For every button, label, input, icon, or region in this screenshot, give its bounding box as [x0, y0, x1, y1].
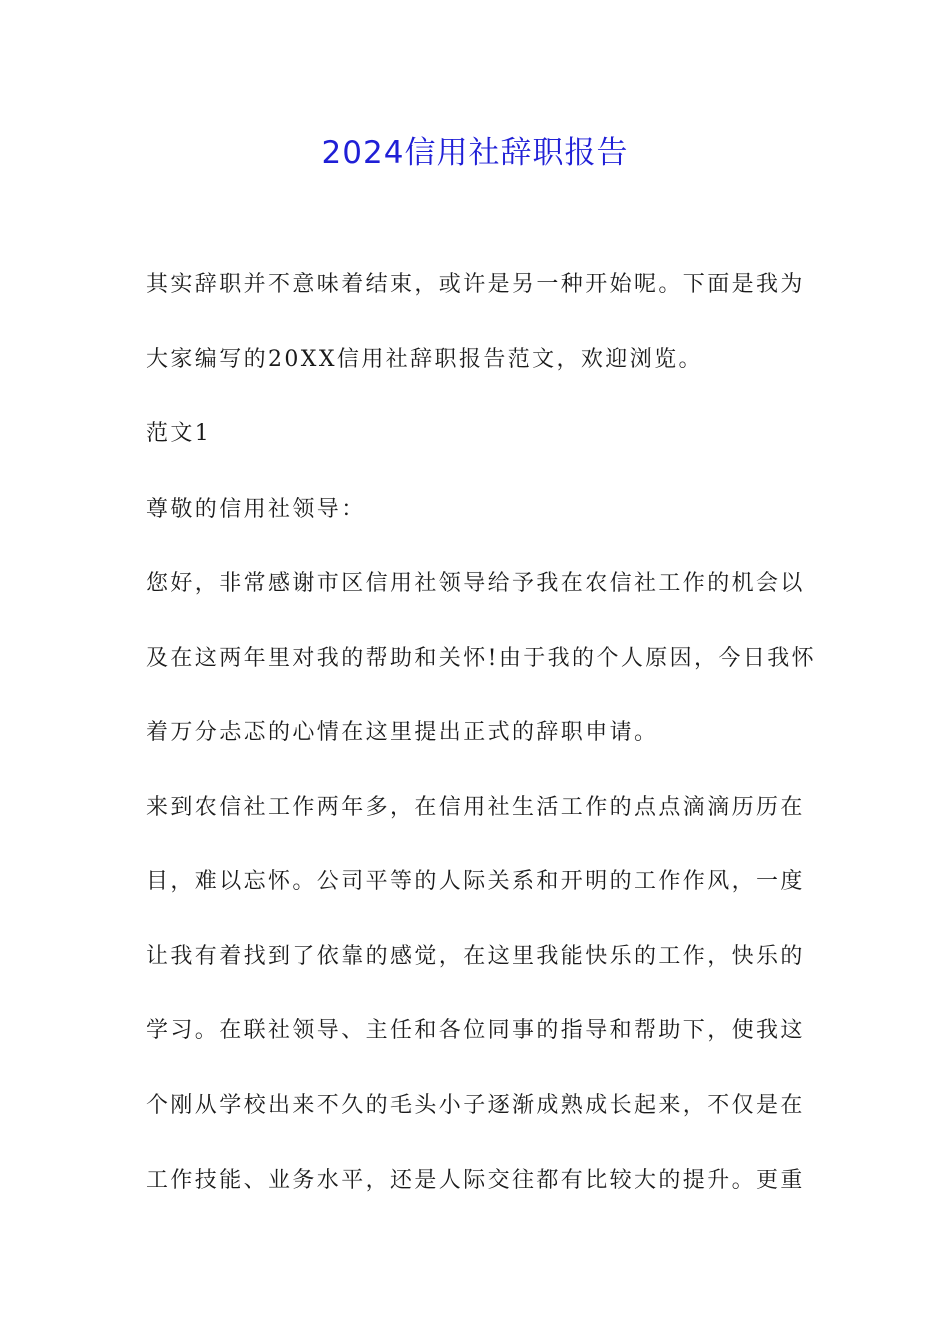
body-line: 目，难以忘怀。公司平等的人际关系和开明的工作作风，一度	[146, 869, 805, 894]
body-line: 着万分忐忑的心情在这里提出正式的辞职申请。	[146, 720, 659, 745]
body-line: 其实辞职并不意味着结束，或许是另一种开始呢。下面是我为	[146, 272, 805, 297]
salutation: 尊敬的信用社领导：	[146, 497, 366, 522]
document-title: 2024信用社辞职报告	[321, 135, 629, 171]
body-line: 个刚从学校出来不久的毛头小子逐渐成熟成长起来，不仅是在	[146, 1093, 805, 1118]
body-line: 来到农信社工作两年多，在信用社生活工作的点点滴滴历历在	[146, 795, 805, 820]
body-line: 范文1	[146, 421, 212, 446]
body-line: 学习。在联社领导、主任和各位同事的指导和帮助下，使我这	[146, 1018, 805, 1043]
body-line: 及在这两年里对我的帮助和关怀!由于我的个人原因，今日我怀	[146, 646, 817, 671]
body-line: 让我有着找到了依靠的感觉，在这里我能快乐的工作，快乐的	[146, 944, 805, 969]
body-line: 工作技能、业务水平，还是人际交往都有比较大的提升。更重	[146, 1168, 805, 1193]
body-line: 大家编写的20XX信用社辞职报告范文，欢迎浏览。	[146, 347, 703, 372]
body-line: 您好，非常感谢市区信用社领导给予我在农信社工作的机会以	[146, 571, 805, 596]
